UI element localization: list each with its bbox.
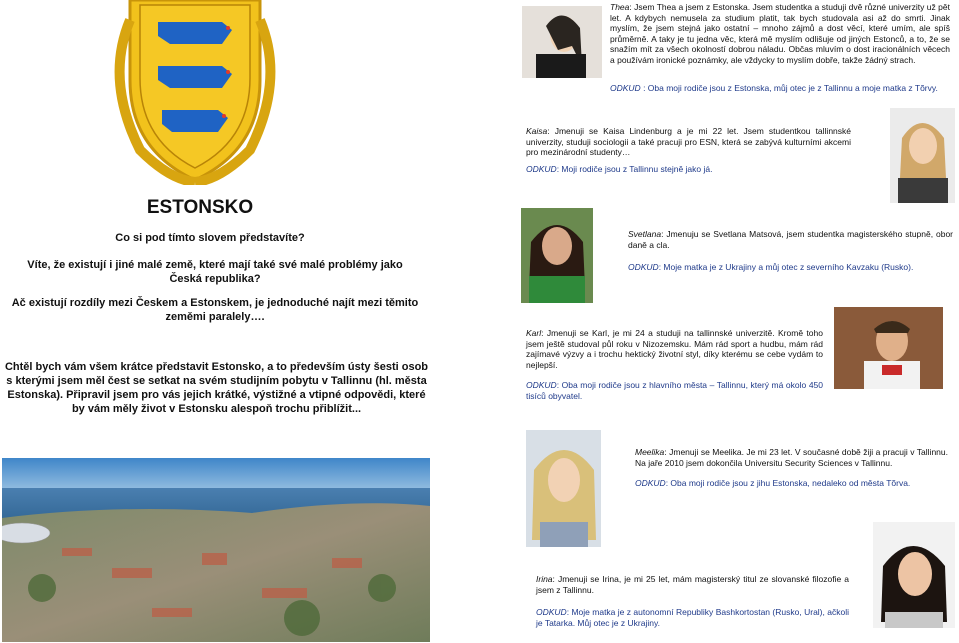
page-title: ESTONSKO [146, 197, 254, 218]
thea-odkud: ODKUD : Oba moji rodiče jsou z Estonska, můj otec je z Tallinnu a moje matka z Tõrvy. [610, 83, 938, 93]
thea-name: Thea [610, 2, 630, 12]
meelika-odkud: ODKUD: Oba moji rodiče jsou z jihu Estonska, nedaleko od města Tõrva. [635, 478, 911, 488]
kaisa-odkud: ODKUD: Moji rodiče jsou z Tallinnu stejně jako já. [526, 164, 713, 174]
karl-bio: Karl: Jmenuji se Karl, je mi 24 a studuji na tallinnské univerzitě. Kromě toho jsem ještě studoval půl roku v Nizozemsku. Mám rád sport a hudbu, mám rád zajímavé výzvy a i trochu hektický životní styl, díky kterému se cebe vydám to nejlepší. [526, 328, 823, 370]
karl-photo [834, 307, 943, 389]
svetlana-odkud: ODKUD: Moje matka je z Ukrajiny a můj otec z severního Kavzaku (Rusko). [628, 262, 914, 272]
estonia-coat-of-arms [100, 0, 290, 185]
irina-bio: Irina: Jmenuji se Irina, je mi 25 let, mám magisterský titul ze slovanské filozofie a jsem z Tallinnu. [536, 574, 849, 595]
svetlana-bio: Svetlana: Jmenuju se Svetlana Matsová, jsem studentka magisterského stupně, obor daně a cla. [628, 229, 953, 250]
meelika-bio: Meelika: Jmenuji se Meelika. Je mi 23 let. V současné době žiji a pracuji v Tallinnu. Na jaře 2010 jsem dokončila Universitu Security Sciences v Tallinnu. [635, 447, 948, 468]
thea-bio: Thea: Jsem Thea a jsem z Estonska. Jsem studentka a studuji dvě různé univerzity už pět let. A kdybych nemusela za studium platit, tak bych studovala asi až do smrti. Jinak myslím, že jsem stejná jako ostatní – mnoho zájmů a dost věcí, které umím, ale spíš průměrně. A taky je tu jedna věc, která mě myslím odlišuje od jiných Estonců, a to, že se snažím mít za všech okolností dobrou náladu. Občas mluvím o dost iracionálních věcech a používám ironické poznámky, ale vždycky to myslím dobře, takže žádný strach. [610, 2, 950, 65]
kaisa-bio: Kaisa: Jmenuji se Kaisa Lindenburg a je mi 22 let. Jsem studentkou tallinnské univerzity, studuji sociologii a také pracuji pro ESN, která se zabývá kulturními akcemi pro mezinárodní studenty… [526, 126, 851, 158]
meelika-photo [526, 430, 601, 547]
kaisa-photo [890, 108, 955, 203]
question-2: Víte, že existují i jiné malé země, které mají také své malé problémy jako Česká republika? [27, 259, 403, 285]
irina-photo [873, 522, 955, 628]
irina-odkud: ODKUD: Moje matka je z autonomní Republiky Bashkortostan (Rusko, Ural), ačkoli je Tatarka. Můj otec je z Ukrajiny. [536, 607, 849, 628]
intro-paragraph: Chtěl bych vám všem krátce představit Estonsko, a to především ústy šesti osob s kterými jsem měl čest se setkat na svém studijním pobytu v Tallinnu (hl. města Estonska). Připravil jsem pro vás jejich krátké, výstižné a vtipné odpovědi, které by vám měly život v Estonsku alespoň trochu přiblížit... [4, 361, 429, 415]
svetlana-photo [521, 208, 593, 303]
thea-photo [522, 6, 602, 78]
question-3: Ač existují rozdíly mezi Českem a Estonskem, je jednoduché najít mezi těmito zeměmi paralely…. [11, 297, 419, 323]
question-1: Co si pod tímto slovem představíte? [115, 232, 305, 244]
karl-odkud: ODKUD: Oba moji rodiče jsou z hlavního města – Tallinnu, který má okolo 450 tisíců obyvatel. [526, 380, 823, 401]
tallinn-aerial-photo [2, 458, 430, 642]
